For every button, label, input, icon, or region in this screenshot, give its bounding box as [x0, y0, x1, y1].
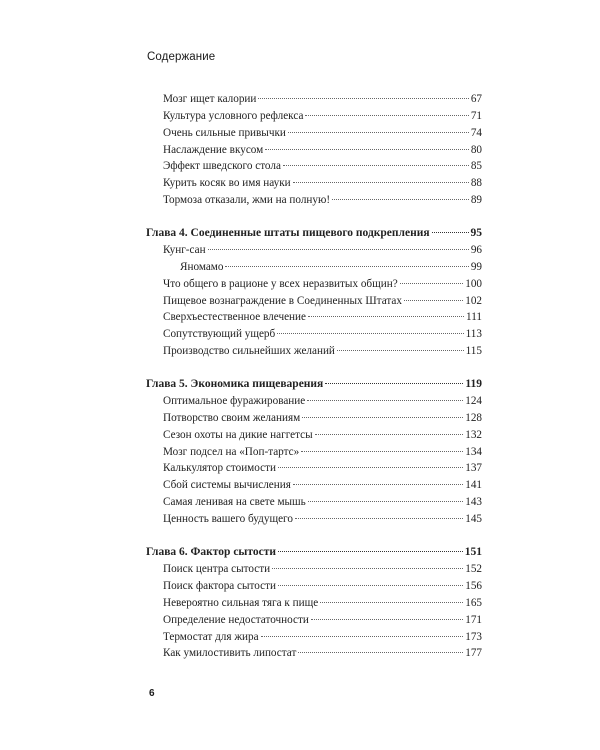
- toc-entry-title: Глава 6. Фактор сытости: [146, 546, 277, 558]
- toc-entry-title: Невероятно сильная тяга к пище: [163, 597, 319, 609]
- toc-entry-title: Ценность вашего будущего: [163, 513, 293, 525]
- toc-entry: [163, 562, 482, 576]
- toc-entry-page: 67: [470, 93, 482, 105]
- dot-leader: [325, 383, 463, 384]
- dot-leader: [278, 585, 463, 586]
- dot-leader: [277, 333, 463, 334]
- toc-entry: [163, 445, 482, 459]
- toc-entry-page: 145: [465, 513, 482, 525]
- dot-leader: [400, 283, 464, 284]
- toc-entry-title: Наслаждение вкусом: [163, 144, 264, 156]
- toc-entry-page: 96: [470, 244, 482, 256]
- dot-leader: [293, 484, 463, 485]
- toc-entry-page: 124: [465, 395, 482, 407]
- toc-entry: [163, 596, 482, 610]
- dot-leader: [337, 350, 464, 351]
- toc-entry-title: Сопутствующий ущерб: [163, 328, 276, 340]
- dot-leader: [225, 266, 468, 267]
- dot-leader: [208, 249, 469, 250]
- toc-entry-page: 177: [465, 647, 482, 659]
- toc-entry-page: 156: [465, 580, 482, 592]
- page-number: 6: [149, 688, 155, 699]
- toc-entry-page: 85: [470, 160, 482, 172]
- dot-leader: [315, 434, 464, 435]
- dot-leader: [258, 98, 468, 99]
- dot-leader: [261, 636, 464, 637]
- toc-chapter-heading: [146, 545, 482, 559]
- toc-entry-page: 74: [470, 127, 482, 139]
- toc-entry-page: 115: [465, 345, 482, 357]
- toc-entry-page: 89: [470, 194, 482, 206]
- running-header: Содержание: [147, 51, 216, 63]
- toc-entry-title: Тормоза отказали, жми на полную!: [163, 194, 331, 206]
- dot-leader: [295, 518, 463, 519]
- toc-entry-title: Оптимальное фуражирование: [163, 395, 306, 407]
- toc-entry: [163, 143, 482, 157]
- toc-entry: [180, 260, 482, 274]
- dot-leader: [265, 149, 469, 150]
- toc-entry-page: 113: [465, 328, 482, 340]
- toc-entry-title: Очень сильные привычки: [163, 127, 286, 139]
- toc-entry-title: Калькулятор стоимости: [163, 462, 276, 474]
- toc-entry-title: Потворство своим желаниям: [163, 412, 301, 424]
- toc-entry-title: Термостат для жира: [163, 631, 259, 643]
- toc-entry: [163, 277, 482, 291]
- toc-entry-page: 171: [465, 614, 482, 626]
- toc-entry: [163, 126, 482, 140]
- toc-entry-title: Как умилостивить липостат: [163, 647, 297, 659]
- toc-entry-title: Мозг ищет калории: [163, 93, 257, 105]
- toc-entry-page: 71: [470, 110, 482, 122]
- toc-entry: [163, 495, 482, 509]
- toc-entry: [163, 512, 482, 526]
- dot-leader: [302, 417, 463, 418]
- toc-entry-title: Культура условного рефлекса: [163, 110, 304, 122]
- dot-leader: [308, 316, 464, 317]
- toc-entry: [163, 579, 482, 593]
- toc-entry: [163, 613, 482, 627]
- toc-entry-title: Самая ленивая на свете мышь: [163, 496, 306, 508]
- toc-entry-page: 141: [465, 479, 482, 491]
- toc-entry-title: Определение недостаточности: [163, 614, 309, 626]
- toc-entry-title: Поиск центра сытости: [163, 563, 271, 575]
- dot-leader: [278, 551, 463, 552]
- toc-entry: [163, 92, 482, 106]
- dot-leader: [293, 182, 469, 183]
- toc-entry-page: 100: [465, 278, 482, 290]
- dot-leader: [311, 619, 463, 620]
- dot-leader: [320, 602, 463, 603]
- toc-entry-title: Производство сильнейших желаний: [163, 345, 335, 357]
- toc-entry: [163, 159, 482, 173]
- toc-entry: [163, 411, 482, 425]
- toc-entry: [163, 394, 482, 408]
- toc-entry-page: 165: [465, 597, 482, 609]
- toc-entry: [163, 176, 482, 190]
- toc-entry-page: 173: [465, 631, 482, 643]
- toc-entry: [163, 478, 482, 492]
- dot-leader: [301, 451, 463, 452]
- dot-leader: [298, 652, 463, 653]
- dot-leader: [332, 199, 469, 200]
- toc-entry-title: Эффект шведского стола: [163, 160, 281, 172]
- toc-entry: [163, 630, 482, 644]
- toc-entry-title: Кунг-сан: [163, 244, 206, 256]
- toc-entry-page: 137: [465, 462, 482, 474]
- toc-entry-page: 88: [470, 177, 482, 189]
- toc-entry-title: Курить косяк во имя науки: [163, 177, 291, 189]
- toc-entry: [163, 327, 482, 341]
- toc-entry-title: Поиск фактора сытости: [163, 580, 276, 592]
- toc-entry: [163, 461, 482, 475]
- toc-entry-title: Глава 4. Соединенные штаты пищевого подкрепления: [146, 227, 430, 239]
- dot-leader: [272, 568, 463, 569]
- toc-entry-page: 152: [465, 563, 482, 575]
- dot-leader: [404, 300, 463, 301]
- toc-entry-title: Сбой системы вычисления: [163, 479, 291, 491]
- toc-entry: [163, 294, 482, 308]
- toc-entry-page: 111: [466, 311, 482, 323]
- dot-leader: [307, 400, 463, 401]
- toc-entry-page: 95: [470, 227, 482, 239]
- dot-leader: [283, 165, 469, 166]
- dot-leader: [308, 501, 463, 502]
- toc-entry-page: 128: [465, 412, 482, 424]
- toc-entry-page: 143: [465, 496, 482, 508]
- toc-entry: [163, 109, 482, 123]
- toc-entry-title: Яномамо: [180, 261, 224, 273]
- dot-leader: [278, 467, 463, 468]
- toc-entry: [163, 428, 482, 442]
- dot-leader: [432, 232, 469, 233]
- toc-entry-title: Сезон охоты на дикие наггетсы: [163, 429, 313, 441]
- dot-leader: [288, 132, 469, 133]
- toc-entry: [163, 310, 482, 324]
- toc-entry: [163, 646, 482, 660]
- toc-entry: [163, 243, 482, 257]
- toc-entry-page: 132: [465, 429, 482, 441]
- toc-entry-page: 134: [465, 446, 482, 458]
- toc-entry-page: 119: [465, 378, 482, 390]
- toc-entry-title: Пищевое вознаграждение в Соединенных Штатах: [163, 295, 402, 307]
- toc-entry-title: Сверхъестественное влечение: [163, 311, 306, 323]
- toc-entry-page: 99: [470, 261, 482, 273]
- toc-entry-title: Глава 5. Экономика пищеварения: [146, 378, 324, 390]
- toc-entry-page: 102: [465, 295, 482, 307]
- toc-entry: [163, 193, 482, 207]
- toc-chapter-heading: [146, 377, 482, 391]
- toc-entry-title: Мозг подсел на «Поп-тартс»: [163, 446, 300, 458]
- toc-entry-page: 151: [464, 546, 482, 558]
- toc-entry: [163, 344, 482, 358]
- toc-entry-title: Что общего в рационе у всех неразвитых общин?: [163, 278, 398, 290]
- dot-leader: [305, 115, 468, 116]
- toc-chapter-heading: [146, 226, 482, 240]
- toc-entry-page: 80: [470, 144, 482, 156]
